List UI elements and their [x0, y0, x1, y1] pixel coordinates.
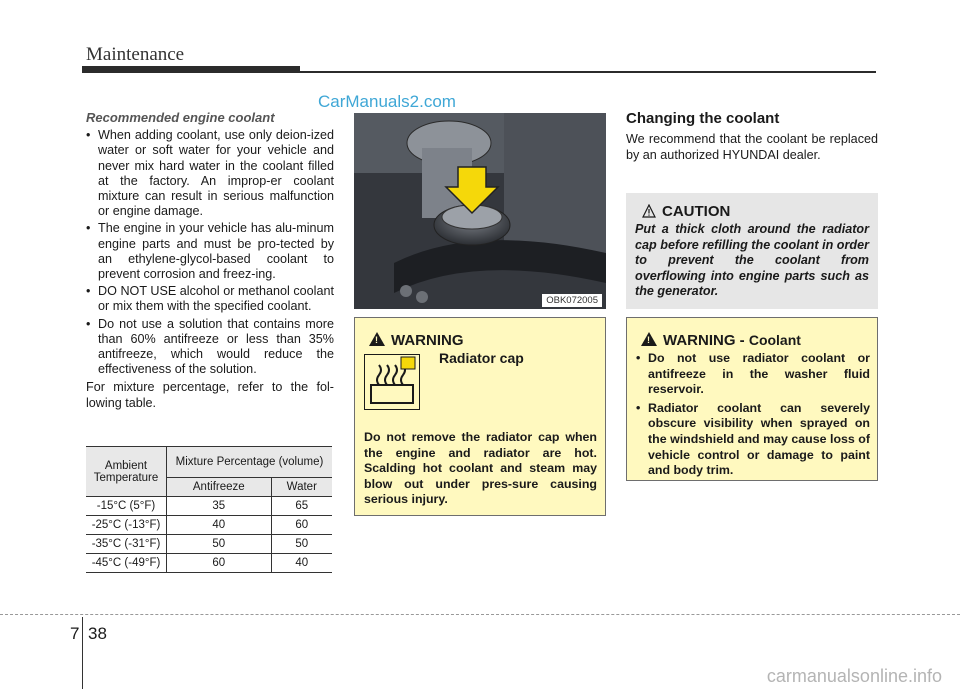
caution-triangle-icon — [642, 204, 656, 218]
header-antifreeze: Antifreeze — [167, 478, 272, 497]
coolant-section — [86, 110, 334, 411]
warning-coolant-box — [626, 317, 878, 481]
warning-radiator-box — [354, 317, 606, 516]
cell-water: 40 — [271, 554, 332, 573]
warning-triangle-icon — [641, 332, 657, 346]
page-number: 38 — [88, 624, 107, 643]
mixture-table — [86, 446, 332, 573]
photo-caption: OBK072005 — [542, 294, 602, 307]
bullet-item: • The engine in your vehicle has alu-minum engine parts and must be pro-tected by an ethylene-glycol-based coolant to prevent corrosion and freez-ing. — [86, 221, 334, 282]
warning-bullet: • Do not use radiator coolant or antifreeze in the washer fluid reservoir. — [636, 351, 870, 398]
warning-bullet-list — [636, 351, 870, 482]
header-ambient: Ambient Temperature — [86, 447, 167, 497]
warning-title: WARNING — [391, 332, 464, 349]
cell-temp: -45°C (-49°F) — [86, 554, 167, 573]
coolant-bullet-list — [86, 128, 334, 377]
table-row — [86, 535, 332, 554]
engine-bay-illustration — [354, 113, 606, 309]
warning-header — [641, 332, 801, 350]
header-rule-thin — [300, 71, 876, 73]
subheading: Recommended engine coolant — [86, 110, 275, 125]
hot-radiator-icon — [364, 354, 420, 410]
warning-title: WARNING - — [663, 332, 749, 349]
cell-antifreeze: 35 — [167, 497, 272, 516]
table-row — [86, 516, 332, 535]
bullet-item: • Do not use a solution that contains more than 60% antifreeze or less than 35% antifreeze, which would reduce the effectiveness of the solution. — [86, 317, 334, 378]
warning-subtitle: Radiator cap — [439, 350, 524, 366]
table-row — [86, 497, 332, 516]
cell-temp: -15°C (5°F) — [86, 497, 167, 516]
bullet-item: • DO NOT USE alcohol or methanol coolant or mix them with the specified coolant. — [86, 284, 334, 314]
warning-triangle-icon — [369, 332, 385, 346]
page-header-title: Maintenance — [86, 44, 185, 65]
caution-header — [642, 203, 730, 220]
cell-temp: -35°C (-31°F) — [86, 535, 167, 554]
header-mixture: Mixture Percentage (volume) — [167, 447, 333, 478]
footer-dashed-rule — [0, 614, 960, 615]
cell-antifreeze: 40 — [167, 516, 272, 535]
footer-vertical-rule — [82, 617, 83, 689]
warning-header — [369, 332, 464, 350]
footer-watermark: carmanualsonline.info — [766, 666, 942, 686]
cell-water: 60 — [271, 516, 332, 535]
warning-bullet: • Radiator coolant can severely obscure visibility when sprayed on the windshield and may cause loss of vehicle control or damage to paint and body trim. — [636, 401, 870, 479]
warning-body: Do not remove the radiator cap when the engine and radiator are hot. Scalding hot coolant and steam may blow out under pres-sure causing serious injury. — [364, 430, 597, 507]
radiator-cap-photo — [354, 113, 606, 309]
cell-antifreeze: 50 — [167, 535, 272, 554]
changing-coolant-heading: Changing the coolant — [626, 110, 780, 127]
warning-title-suffix: Coolant — [748, 332, 801, 348]
caution-body: Put a thick cloth around the radiator cap before refilling the coolant in order to prevent the coolant from overflowing into engine parts such as the generator. — [635, 222, 869, 298]
section-number: 7 — [70, 624, 80, 643]
caution-title: CAUTION — [662, 203, 731, 220]
header-rule-thick — [82, 66, 300, 73]
bullet-item: • When adding coolant, use only deion-ized water or soft water for your vehicle and never mix hard water in the coolant filled at the factory. An improp-er coolant mixture can result in serious malfunction or engine damage. — [86, 128, 334, 219]
changing-coolant-text: We recommend that the coolant be replaced by an authorized HYUNDAI dealer. — [626, 132, 878, 162]
mixture-paragraph: For mixture percentage, refer to the fol-lowing table. — [86, 380, 334, 410]
header-water: Water — [271, 478, 332, 497]
cell-temp: -25°C (-13°F) — [86, 516, 167, 535]
site-watermark: CarManuals2.com — [318, 92, 456, 111]
cell-water: 50 — [271, 535, 332, 554]
table-row — [86, 554, 332, 573]
caution-box — [626, 193, 878, 309]
cell-water: 65 — [271, 497, 332, 516]
cell-antifreeze: 60 — [167, 554, 272, 573]
